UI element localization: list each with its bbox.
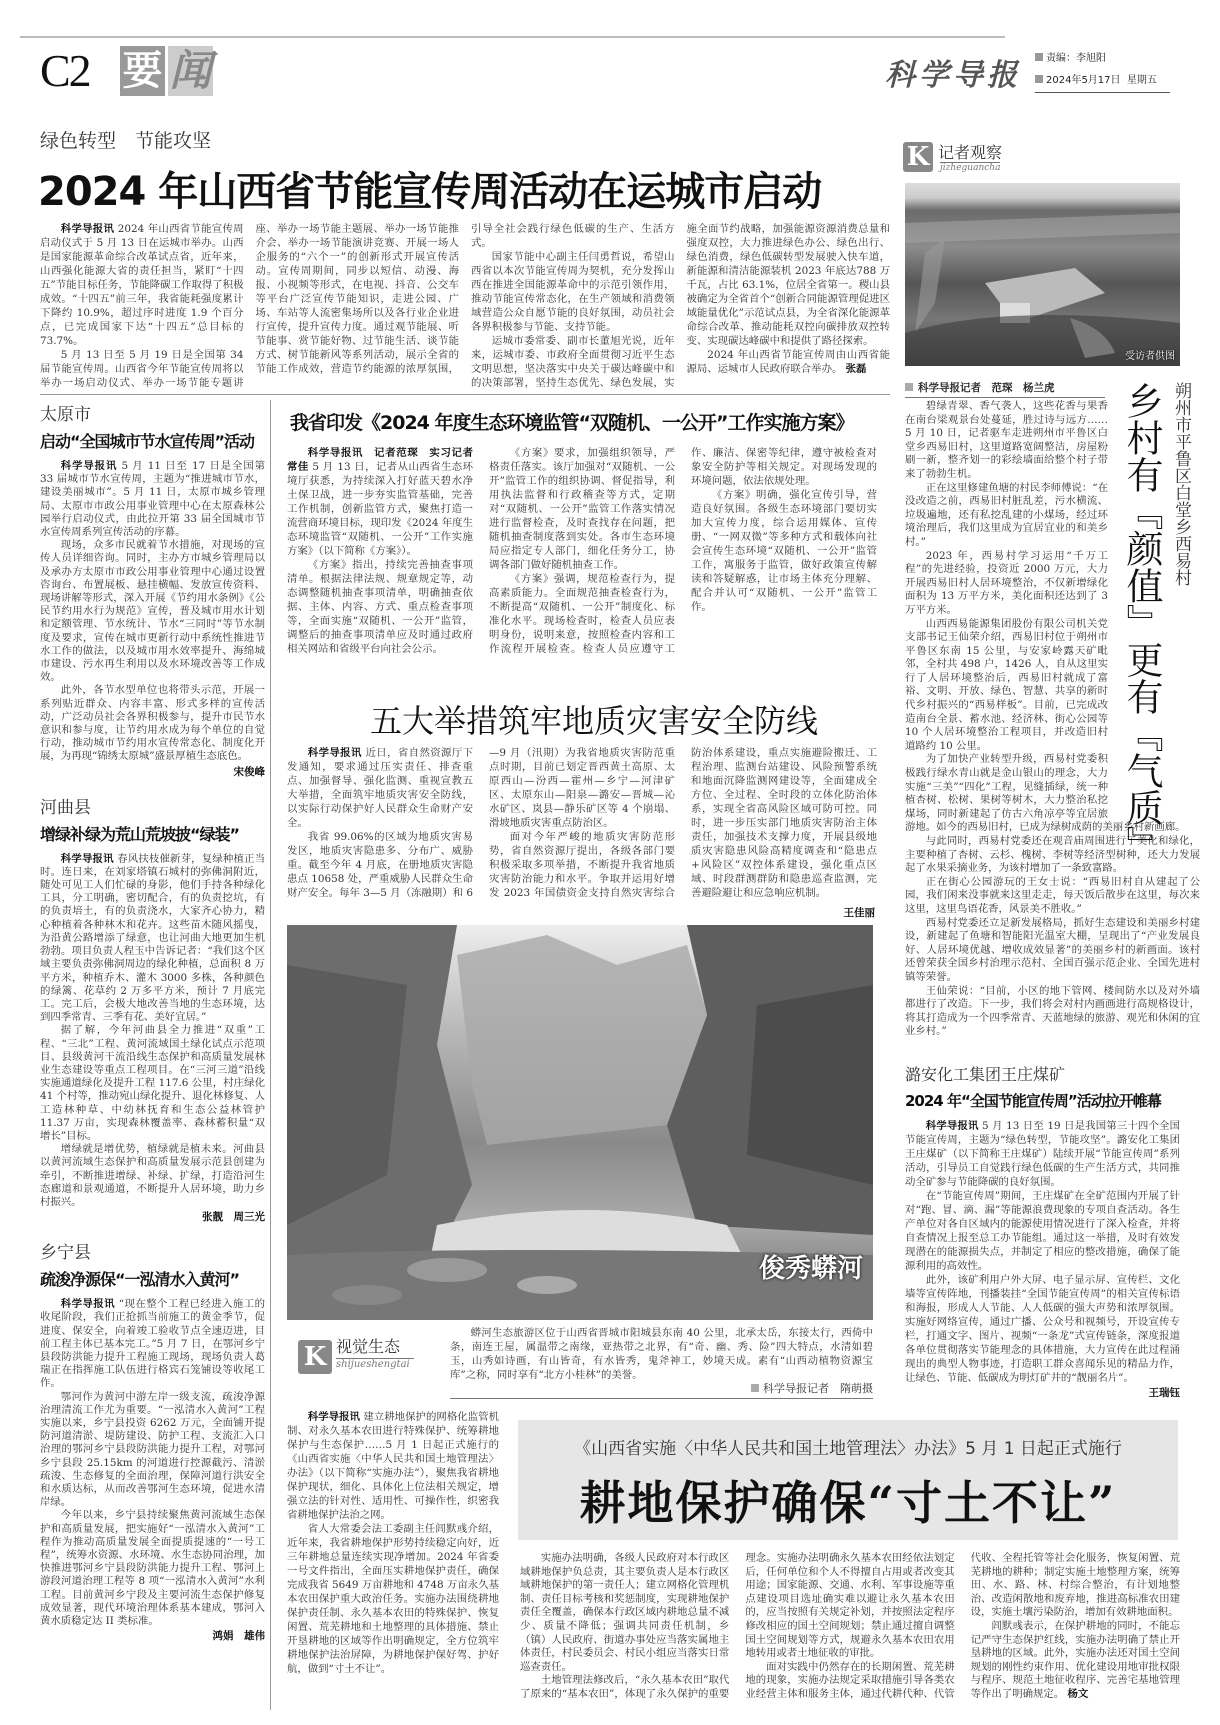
hequ-headline: 增绿补绿为荒山荒坡披“绿装” [40,824,240,844]
masthead-rule [20,36,1005,38]
lead-kicker: 绿色转型 节能攻坚 [40,130,212,152]
paragraph: 国家节能中心副主任闫勇哲说，希望山西省以本次节能宣传周为契机，充分发挥山西在推进全国能源革命中的示范引领作用，推动节能宣传常态化，在生产领域和消费领域营造公众自愿节能的良好氛围，动员社会各界积极参与节能、支持节能。 [471,251,675,333]
byline: 王佳丽 [843,907,875,919]
paragraph: 据了解，今年河曲县全力推进“双重”工程、“三北”工程、黄河流域国土绿化试点示范项目、县级黄河干流沿线生态保护和高质量发展林业生态建设等重点工程项目。在“三河三道”沿线实施通道绿化及提升工程 117.6 公里，村庄绿化 41 个村等，推动宛山绿化提升、退化林修复、人工造林种草、中幼林抚育和生态公益林管护 11.37 万亩，实现森林覆盖率、森林蓄积量“双增长”目标。 [40,1024,265,1142]
geohazard-body [287,746,877,901]
paragraph: 省人大常委会法工委副主任闾默彧介绍，近年来，我省耕地保护形势持续稳定向好，近三年耕地总量连续实现净增加。2024 年省委一号文件指出，全面压实耕地保护责任，确保完成我省 5649 万亩耕地和 4748 万亩永久基本农田保护重大政治任务。实施办法围绕耕地保护责任制、永久基本农田的特殊保护、恢复闲置、荒芜耕地和土地整理的具体措施、禁止开垦耕地的区域等作出明确规定，全方位筑牢耕地保护法治屏障，为耕地保护保好驾、护好航，做到“寸土不让”。 [287,1523,499,1675]
xiangning-headline: 疏浚净源保“一泓清水入黄河” [40,1270,240,1290]
paragraph: 碧绿青翠、香气袭人，这些花香与果香在南台梁观景台处蔓延，胜过诗与远方……5 月 10 日，记者驱车走进朔州市平鲁区白堂乡西易旧村，这里道路宽阔整洁，房屋粉刷一新，整齐划一的彩绘墙面给整个村子带来了勃勃生机。 [905,400,1108,480]
farmland-headline: 耕地保护确保“寸土不让” [579,1476,1117,1530]
feature-photo [287,925,873,1320]
paragraph: 科学导报讯 2024 年山西省节能宣传周启动仪式于 5 月 13 日在运城市举办。山西是国家能源革命综合改革试点省，近年来，山西强化能源大省的责任担当，紧盯“十四五”节能目标任务，节能降碳工作取得了积极成效。“十四五”前三年，我省能耗强度累计下降约 10.9%，超过序时进度 1.9 个百分点，已完成国家下达“十四五”总目标的73.7%。 [40,223,244,347]
editor-info [1035,48,1170,93]
paragraph: 为了加快产业转型升级，西易村党委积极践行绿水青山就是金山银山的理念，大力实施“三美”“四化”工程，见缝插绿，统一种植杏树、松树、果树等树木，大力整治私挖煤场，同时新建起了仿古六角凉亭等宜居旅游地。如今的西易旧村，已成为绿树成荫的美丽乡村新画廊。 [905,753,1186,834]
editor-name: 责编：李旭阳 [1046,53,1106,64]
paragraph: 科学导报讯 建立耕地保护的网格化监管机制、对永久基本农田进行特殊保护、统筹耕地保护与生态保护……5 月 1 日起正式施行的《山西省实施〈中华人民共和国土地管理法〉办法》（以下简称“实施办法”），聚焦我省耕地保护现状，细化、具体化上位法相关规定，增强立法的针对性、适用性、可操作性，织密我省耕地保护法治之网。 [287,1411,500,1521]
supervision-body [287,446,877,682]
paragraph: 今年以来，乡宁县持续聚焦黄河流域生态保护和高质量发展，把实施好“一泓清水入黄河”工程作为推动高质量发展全面提质提速的“一号工程”，统筹水资源、水环境、水生态协同治理，加快推进鄂河乡宁县段防洪能力提升工程、鄂河上游段河道治理工程等 8 项“一泓清水入黄河”水利工程。目前黄河乡宁段及主要河流生态保护修复成效显著，现代环境治理体系基本建成，鄂河入黄水质稳定达 II 类标准。 [40,1509,265,1628]
observer-headline: 乡村有『颜值』更有『气质』 [1120,382,1163,863]
paragraph: 现场，众多市民就着节水措施，对现场的宣传人员详细咨询。同时，主办方市城乡管理局以及承办方太原市市政公用事业管理中心通过设置咨询台、布置展板、悬挂横幅、发放宣传资料、现场讲解等形式，深入开展《节约用水条例》《公民节约用水行为规范》宣传，普及城市用水计划和定额管理、节水统计、节水“三同时”等节水制度及要求，宣传在城市更新行动中系统性推进节水工作的做法，以及城市用水效率提升、海绵城市建设、污水再生利用以及水环境改善等工作成效。 [40,539,265,684]
k-logo-icon: K [298,1340,332,1374]
paragraph: 面对实践中仍然存在的长期闲置、荒芜耕地的现象，实施办法规定采取措施引导各类农业经营主体和服务主体，通过代耕代种、代管代收、全程托管等社会化服务，恢复闲置、荒芜耕地的耕种；制定实施土地整理方案，统筹田、水、路、林、村综合整治，有计划地整治、改造闲散地和废弃地，推进高标准农田建设，实施土壤污染防治，增加有效耕地面积。 [745,1552,1180,1700]
paragraph: 正在街心公园游玩的王女士说：“西易旧村自从建起了公园，我们闲来没事就来这里走走，每天饭后散步在这里，每次来这里，这里鸟语花香，风景美不胜收。” [905,875,1200,915]
lead-headline: 2024 年山西省节能宣传周活动在运城市启动 [38,169,822,215]
xiangning-article [40,1238,265,1643]
paragraph: 2023 年，西易村学习运用“千万工程”的先进经验，投资近 2000 万元，大力开展西易旧村人居环境整治，不仅新增绿化面积为 13 万平方米，美化面积还达到了 3 万平方米。 [905,549,1108,616]
byline: 王瑞钰 [1148,1387,1180,1399]
paragraph: 山西西易能源集团股份有限公司机关党支部书记王仙荣介绍，西易旧村位于朔州市平鲁区东南 15 公里，与安家岭露天矿毗邻，全村共 498 户，1426 人，自从这里实行了人居环境整治后，西易旧村就成了富裕、文明、开放、绿色、智慧、共享的新时代乡村振兴的“西易样板”。目前，已完成改造南台全景、蓄水池、经济林、街心公园等 10 个人居环境整治工程项目，并改造旧村道路约 10 公里。 [905,617,1108,752]
byline: 杨文 [1067,1687,1089,1700]
column-divider [270,400,271,1710]
observer-subhead: 朔州市平鲁区白堂乡西易村 [1171,382,1191,586]
paragraph: 科学导报讯 5 月 13 日至 19 日是我国第三十四个全国节能宣传周，主题为“绿色转型，节能攻坚”。潞安化工集团王庄煤矿（以下简称王庄煤矿）陆续开展“节能宣传周”系列活动，引导员工自觉践行绿色低碳的生产生活方式，共同推动全矿参与节能降碳的良好氛围。 [905,1120,1180,1188]
paragraph: 闾默彧表示，在保护耕地的同时，不能忘记严守生态保护红线，实施办法明确了禁止开垦耕地的区域。此外，实施办法还对国土空间规划的刚性约束作用、优化建设用地审批权限与程序、规范土地征收程序、完善宅基地管理等作出了明确规定。 杨文 [970,1619,1180,1700]
luan-body [905,1119,1180,1385]
left-column [40,400,265,1657]
byline: 宋俊峰 [233,765,265,778]
paragraph: 正在这里修建鱼塘的村民李师傅说：“在没改造之前，西易旧村脏乱差，污水横流、垃圾遍地，还有私挖乱建的小煤场，经过环境治理后，我们这里成为宜居宜业的和美乡村。” [905,481,1108,548]
hequ-body [40,853,265,1209]
taiyuan-headline: 启动“全国城市节水宣传周”活动 [40,432,255,451]
byline: 鸿娟 雄伟 [212,1630,265,1643]
taiyuan-kicker: 太原市 [40,405,91,425]
paragraph: 西易村党委还立足新发展格局，抓好生态建设和美丽乡村建设，新建起了鱼塘和智能阳光温室大棚，呈现出了“产业发展良好、人居环境优越、增收成效显著”的美丽乡村的新画面。该村还曾荣获全国乡村治理示范村、全国百强示范企业、全国先进村镇等荣誉。 [905,916,1200,983]
paragraph: 《方案》指出，持续完善抽查事项清单。根据法律法规、规章规定等，动态调整随机抽查事项清单，明确抽查依据、主体、内容、方式、重点检查事项等，全面实施“双随机、一公开”监管，调整后的抽查事项清单应及时通过政府相关网站和省级平台向社会公示。 [287,559,473,655]
paragraph: 在“节能宣传周”期间，王庄煤矿在全矿范围内开展了针对“跑、冒、滴、漏”等能源浪费现象的专项自查活动。各生产单位对各自区域内的能源使用情况进行了深入检查，并将自查情况上报至总工办节能组。通过这一举措，及时有效发现潜在的能源损失点，并制定了相应的整改措施，确保了能源利用的高效性。 [905,1190,1180,1272]
photo-credit: 科学导报记者 隋萌摄 [450,1382,873,1396]
supervision-headline: 我省印发《2024 年度生态环境监管“双随机、一公开”工作实施方案》 [290,412,854,434]
paragraph: 《方案》明确，强化宣传引导，营造良好氛围。各级生态环境部门要切实加大宣传力度，综合运用媒体、宣传册、“一网双微”等多种方式和载体向社会宣传生态环境“双随机、一公开”监管工作，寓服务于监管，做好政策宣传解读和答疑解惑，让市场主体充分理解、配合并认可“双随机、一公开”监管工作。 [691,489,877,613]
paragraph: 运城市委常委、副市长董旭光说，近年来，运城市委、市政府全面贯彻习近平生态文明思想，坚决落实中央关于碳达峰碳中和的决策部署，坚持生态优先、绿色发展，实施全面节约战略，加强能源资源消费总量和强度双控，大力推进绿色办公、绿色出行、绿色消费，绿色低碳转型发展驶入快车道，新能源和清洁能源装机 2023 年底达788 万千瓦，占比 63.1%，位居全省第一。稷山县被确定为全省首个“创新合同能源管理促进区域能量优化”示范试点县，为全省深化能源革命综合改革、推动能耗双控向碳排放双控转变、实现碳达峰碳中和提供了路径探索。 [471,223,890,389]
section-char-1: 要 [120,46,165,96]
luan-headline: 2024 年“全国节能宣传周”活动拉开帷幕 [905,1092,1161,1110]
geohazard-headline: 五大举措筑牢地质灾害安全防线 [370,702,819,740]
aerial-landscape-image [905,183,1180,366]
luan-kicker: 潞安化工集团王庄煤矿 [905,1065,1066,1084]
observer-label: 记者观察 [938,143,1003,162]
divider [40,394,890,395]
paragraph: 科学导报讯 春风扶枝催新芽，复绿种植正当时。连日来，在刘家塔镇石城村的弥佛洞附近，随处可见工人们忙碌的身影，他们手持各种绿化工具，分工明确，密切配合，有的负责挖坑，有的负责培土，有的负责浇水，大家齐心协力，精心种植着各种林木和花卉。这些苗木随风摇曳，为沿黄公路增添了绿意，也让河曲大地更加生机勃勃。项目负责人程玉中告诉记者：“我们这个区域主要负责弥佛洞周边的绿化种植，总面积 8 万平方米，种植乔木、灌木 3000 多株，各种颜色的绿篱、花草约 2 万多平方米，预计 7 月底完工。完工后，会极大地改善当地的生态环境，达到四季常青、三季有花、美好宜居。” [40,852,266,1024]
photo-caption: 蟒河生态旅游区位于山西省晋城市阳城县东南 40 公里，北承太岳，东接太行，西倚中条，南连王屋，属温带之南缘，亚热带之北界，有“奇、幽、秀、险”四大特点，水清如碧玉，山秀如诗画，有山皆奇，有水皆秀，鬼斧神工，妙境天成。素有“山西动植物资源宝库”之称，同时享有“北方小桂林”的美誉。 科学导报记者 隋萌摄 [450,1326,873,1399]
paragraph: 此外，该矿利用户外大屏、电子显示屏、宣传栏、文化墙等宣传阵地，刊播装挂“全国节能宣传周”的相关宣传标语和海报，形成人人节能、人人低碳的强大声势和浓厚氛围。实施好网络宣传，通过广播、公众号和视频号，开设宣传专栏，打通文字、图片、视频“一条龙”式宣传链条，深度报道各单位贯彻落实节能理念的具体措施，大力宣传在此过程涌现出的典型人物事迹，打造职工群众喜闻乐见的精品力作，让绿色、节能、低碳成为明灯矿井的“靓丽名片”。 [905,1274,1180,1384]
taiyuan-article [40,400,265,779]
luan-article [905,1062,1180,1400]
observer-byline: 科学导报记者 范琛 杨兰虎 [905,380,1105,398]
hequ-kicker: 河曲县 [40,797,91,818]
paragraph: 与此同时，西易村党委还在观音庙周围进行了美化和绿化，主要种植了杏树、云杉、槐树、李树等经济型树种，还大力发展起了水果采摘业务，为该村增加了一条致富路。 [905,835,1200,875]
xiangning-kicker: 乡宁县 [40,1243,91,1264]
issue-weekday: 星期五 [1126,75,1157,86]
paragraph: 实施办法明确，各级人民政府对本行政区域耕地保护负总责，其主要负责人是本行政区域耕地保护的第一责任人；建立网格化管理机制、责任目标考核和奖惩制度，实现耕地保护责任全覆盖，确保本行政区域内耕地总量不减少、质量不降低；强调共同责任机制，乡（镇）人民政府、街道办事处应当落实属地主体责任，村民委员会、村民小组应当落实日常巡查责任。 [520,1552,730,1673]
hequ-article [40,793,265,1224]
paragraph: 鄂河作为黄河中游左岸一级支流，疏浚净源治理清流工作尤为重要。“一泓清水入黄河”工程实施以来，乡宁县投资 6262 万元，全面铺开提防河道清淤、堤防建设、防护工程、支流汇入口治理的鄂河乡宁县段防洪能力提升工程，对鄂河乡宁县段 25.15km 的河道进行控源截污、清淤疏浚、生态修复的全面治理，保障河道行洪安全和水质达标，从而改善鄂河生态环境，促进水清岸绿。 [40,1390,265,1509]
farmland-kicker: 《山西省实施〈中华人民共和国土地管理法〉办法》5 月 1 日起正式施行 [574,1439,1122,1459]
page-number: C2 [40,45,90,96]
paragraph: 面对今年严峻的地质灾害防范形势，省自然资源厅提出，各级各部门要积极采取多项举措，不断提升我省地质灾害防治能力和水平。争取并运用好增发 2023 年国债资金支持自然灾害综合防治体系建设，重点实施避险搬迁、工程治理、监测台站建设、风险预警系统和地面沉降监测网建设等，全面建成全方位、全过程、全时段的立体化防治体系，实现全省高风险区域可防可控。同时，进一步压实部门地质灾害防治主体责任，加强技术支撑力度，开展县级地质灾害隐患风险高精度调查和“隐患点+风险区”双控体系建设，强化重点区域、时段群测群防和隐患巡查监测，完善避险避让和应急响应机制。 [489,747,877,899]
section-char-2: 闻 [169,46,212,95]
observer-label-pinyin: jizheguancha [940,163,1001,173]
xiangning-body [40,1298,265,1628]
byline: 张靓 周三光 [202,1211,265,1224]
paragraph: 科学导报讯 近日，省自然资源厅下发通知，要求通过压实责任、排查重点、加强督导、强化监测、重视宣教五大举措，全面筑牢地质灾害安全防线，以实际行动保护好人民群众生命财产安全。 [287,747,474,829]
paragraph: 增绿就是增优势，植绿就是植未来。河曲县以黄河流域生态保护和高质量发展示范县创建为牵引，不断推进增绿、补绿、扩绿，打造沿河生态廊道和景观通道，不断提升人居环境，助力乡村振兴。 [40,1143,265,1208]
taiyuan-body [40,460,265,764]
paragraph: 此外，各节水型单位也将带头示范，开展一系列贴近群众、内容丰富、形式多样的宣传活动，广泛动员社会各界积极参与，提升市民节水意识和参与度，让节约用水成为每个单位的自觉行动，推动城市节约用水宣传常态化、制度化开展，为再现“锦绣太原城”盛景厚植生态底色。 [40,684,265,763]
paper-logo: 科学导报 [885,58,1021,93]
farmland-banner [518,1420,1178,1540]
photo-title: 俊秀蟒河 [758,1254,863,1284]
photo-label-pinyin: shijueshengtai [336,1358,414,1370]
photo-label: 视觉生态 [336,1337,401,1356]
photo-credit: 受访者供图 [1125,351,1175,362]
observer-photo [905,183,1180,366]
paragraph: 《方案》要求，加强组织领导，严格责任落实。该厅加强对“双随机、一公开”监管工作的组织协调、督促指导，利用执法监督和行政稽查等方式，定期对“双随机、一公开”监管工作落实情况进行监督检查，及时查找存在问题，把随机抽查制度落到实处。各市生态环境局应指定专人部门，细化任务分工，协调各部门做好随机抽查工作。 [489,447,675,571]
paragraph: 我省 99.06%的区域为地质灾害易发区，地质灾害隐患多、分布广、威胁重。截至今年 4 月底，在册地质灾害隐患点 10658 处，严重威胁人民群众生命财产安全。每年 3—5 月（冻融期）和 6—9 月（汛期）为我省地质灾害防范重点时期，目前已划定晋西黄土高原、太原西山—汾西—霍州—乡宁—河津矿区、太原东山—阳泉—潞安—晋城—沁水矿区、岚县—静乐矿区等 4 个崩塌、滑坡地质灾害重点防治区。 [287,747,675,899]
farmland-body [520,1552,1180,1702]
paragraph: 土地管理法修改后，“永久基本农田”取代了原来的“基本农田”，体现了永久保护的重要理念。实施办法明确永久基本农田经依法划定后，任何单位和个人不得擅自占用或者改变其用途；国家能源、交通、水利、军事设施等重点建设项目选址确实难以避让永久基本农田的，应当按照有关规定补划，并按照法定程序修改相应的国土空间规划；禁止通过擅自调整国土空间规划等方式，规避永久基本农田农用地转用或者土地征收的审批。 [520,1552,955,1700]
byline: 张磊 [845,363,867,375]
farmland-intro [287,1410,499,1676]
paragraph: 2024 年山西省节能宣传周由山西省能源局、运城市人民政府联合举办。 张磊 [686,349,890,375]
lead-body [40,222,890,390]
k-logo-icon: K [903,142,933,172]
paragraph: 5 月 13 日至 5 月 19 日是全国第 34 届节能宣传周。山西省今年节能宣传周将以举办一场启动仪式、举办一场节能专题讲座、举办一场节能主题展、举办一场节能推介会、举办一场节能演讲竞赛、开展一场人企服务的“六个一”的创新形式开展宣传活动。宣传周期间，同步以短信、动漫、海报、小视频等形式，在电视、抖音、公交车等平台广泛宣传节能知识，走进公园、广场、车站等人流密集场所以及各行业企业进行宣传，提升宣传力度。通过观节能展、听节能事、赏节能好物、过节能生活、谈节能方式、树节能新风等系列活动，展示全省的节能工作成效，营造节约能源的浓厚氛围，引导全社会践行绿色低碳的生产、生活方式。 [40,223,675,389]
issue-date: 2024年5月17日 [1046,75,1121,86]
paragraph: 《方案》强调，规范检查行为，提高素质能力。全面规范抽查检查行为，不断提高“双随机、一公开”制度化、标准化水平。现场检查时，检查人员应表明身份，说明来意，按照检查内容和工作流程开展检查。检查人员应遵守工作、廉洁、保密等纪律，遵守被检查对象安全防护等相关规定。对现场发现的环境问题，依法依规处理。 [489,447,877,655]
paragraph: 王仙荣说：“目前，小区的地下管网、楼间防水以及对外墙都进行了改造。下一步，我们将会对村内画画进行高规格设计，将其打造成为一个四季常青、天蓝地绿的旅游、观光和休闲的宜业乡村。” [905,984,1200,1038]
paragraph: 科学导报讯 “现在整个工程已经进入施工的收尾阶段，我们正抢抓当前施工的黄金季节，促进度、保安全，向着竣工验收节点全速迈进，目前工程主体已基本完工。”5 月 7 日，在鄂河乡宁县段防洪能力提升工程施工现场，现场负责人葛瑞正在指挥施工队伍进行格宾石笼铺设等收尾工作。 [40,1298,266,1390]
paragraph: 科学导报讯 记者范琛 实习记者常佳 5 月 13 日，记者从山西省生态环境厅获悉，为持续深入打好蓝天碧水净土保卫战，进一步夯实监管基础，完善工作机制，创新监管方式，聚焦打造一流营商环境目标，现印发《2024 年度生态环境监管“双随机、一公开”工作实施方案》（以下简称《方案》）。 [287,447,474,557]
paragraph: 科学导报讯 5 月 11 日至 17 日是全国第 33 届城市节水宣传周，主题为“推进城市节水，建设美丽城市”。5 月 11 日，太原市城乡管理局、太原市市政公用事业管理中心在太原森林公园举行启动仪式，由此拉开第 33 届全国城市节水宣传周系列宣传活动的序幕。 [40,460,266,539]
